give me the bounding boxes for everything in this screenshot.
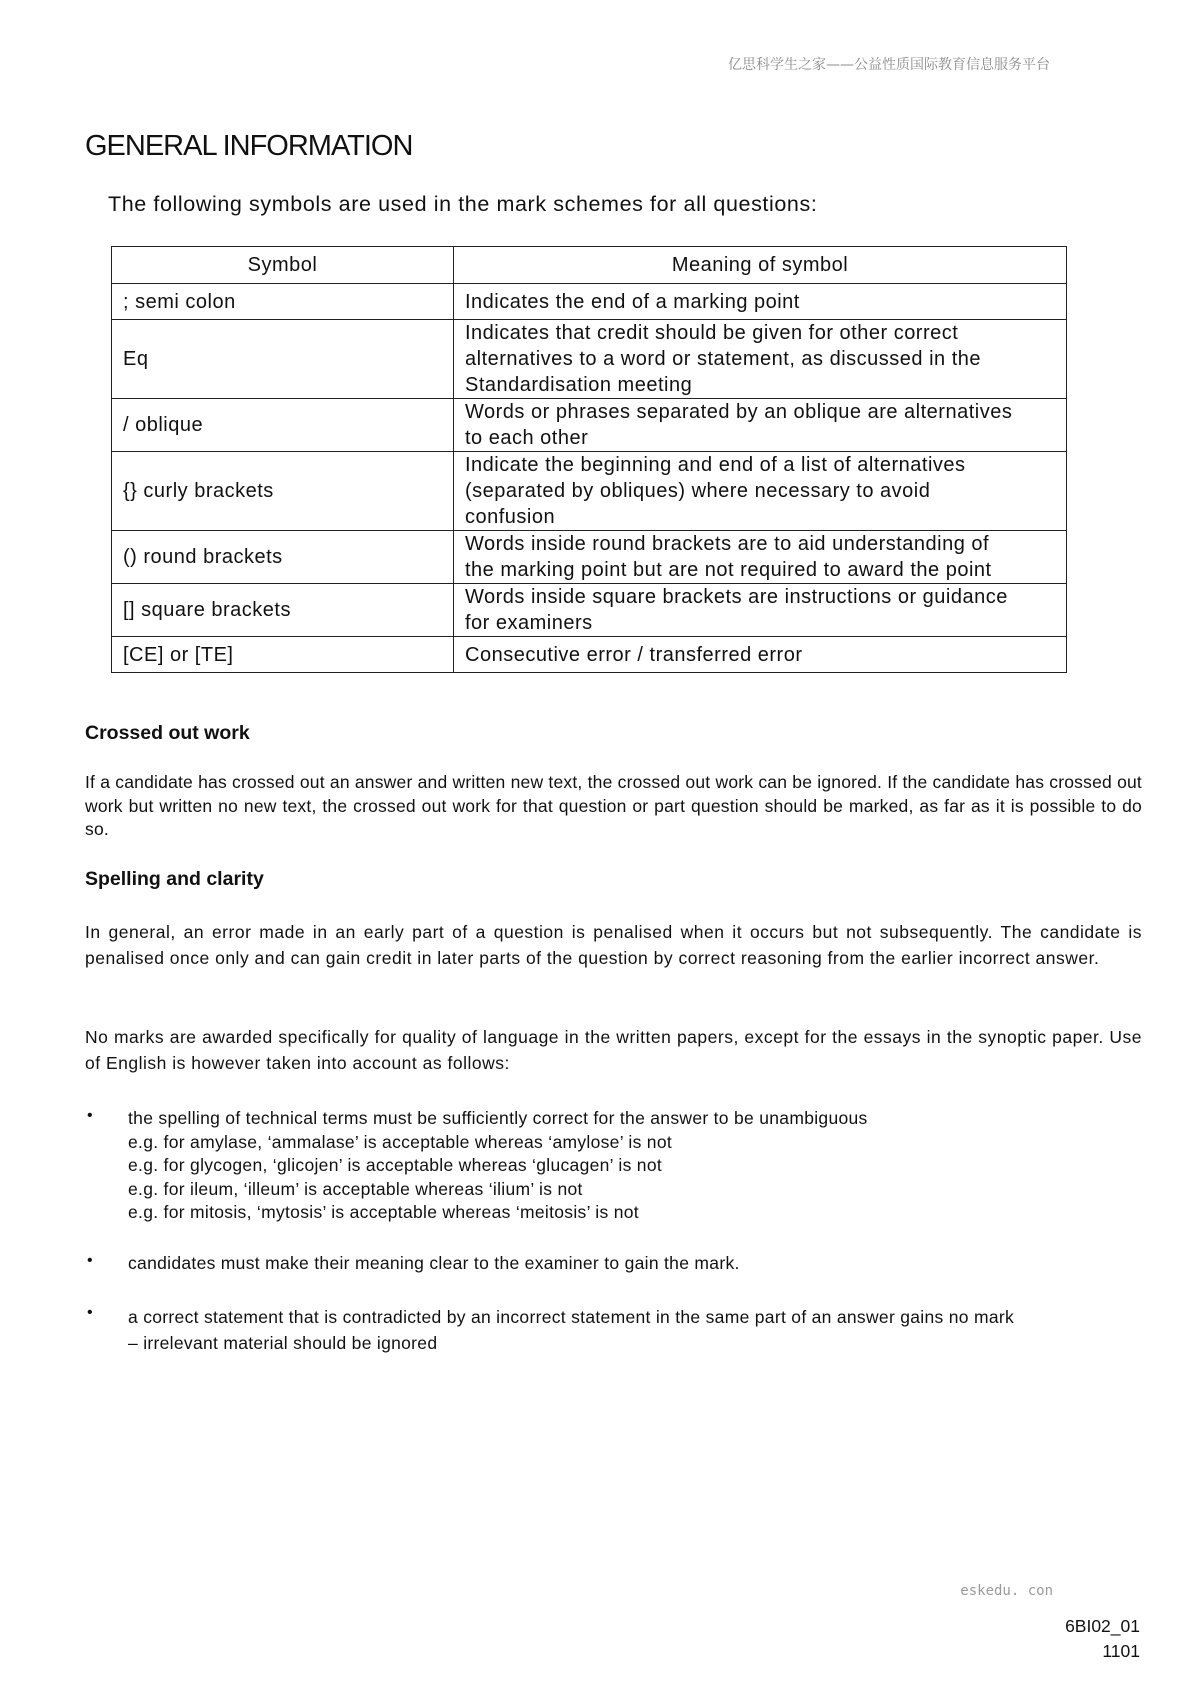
meaning-line: (separated by obliques) where necessary to avoid [465, 480, 931, 502]
table-row [112, 284, 1067, 320]
bullet-line: e.g. for mitosis, ‘mytosis’ is acceptable whereas ‘meitosis’ is not [128, 1202, 639, 1222]
table-header-row [112, 247, 1067, 284]
table-row [112, 637, 1067, 673]
meaning-line: alternatives to a word or statement, as discussed in the [465, 348, 982, 370]
meaning-cell [454, 320, 1067, 399]
meaning-cell [454, 452, 1067, 531]
symbol-cell: () round brackets [112, 531, 454, 584]
symbols-table [111, 246, 1067, 673]
meaning-line: for examiners [465, 612, 593, 634]
table-row [112, 452, 1067, 531]
meaning-line: to each other [465, 427, 589, 449]
list-item [85, 1304, 1165, 1356]
symbol-cell: / oblique [112, 399, 454, 452]
bullet-line: e.g. for ileum, ‘illeum’ is acceptable whereas ‘ilium’ is not [128, 1178, 583, 1199]
paper-code: 6BI02_01 [1065, 1616, 1140, 1636]
list-item [85, 1107, 1165, 1225]
meaning-cell [454, 531, 1067, 584]
crossed-out-heading: Crossed out work [85, 722, 250, 744]
meaning-line: Consecutive error / transferred error [465, 643, 803, 666]
spelling-paragraph-1: In general, an error made in an early part of a question is penalised when it occurs but not subsequently. The candidate is penalised once only and can gain credit in later parts of the question by correct reasoning from the earlier incorrect answer. [85, 922, 1142, 968]
spelling-bullet-list [85, 1107, 1165, 1356]
bullet-icon: • [87, 1304, 93, 1321]
meaning-line: Indicates the end of a marking point [465, 290, 800, 313]
table-row [112, 584, 1067, 637]
symbol-cell: [CE] or [TE] [112, 637, 454, 673]
table-row [112, 399, 1067, 452]
symbol-cell: ; semi colon [112, 284, 454, 320]
list-item [85, 1252, 1165, 1276]
header-watermark: 亿思科学生之家——公益性质国际教育信息服务平台 [728, 57, 1050, 73]
spelling-heading: Spelling and clarity [85, 868, 264, 890]
meaning-line: Words or phrases separated by an oblique are alternatives [465, 401, 1013, 423]
column-header-symbol: Symbol [112, 247, 454, 284]
meaning-line: the marking point but are not required to award the point [465, 559, 992, 581]
table-row [112, 531, 1067, 584]
meaning-line: Indicate the beginning and end of a list of alternatives [465, 454, 966, 476]
meaning-line: Words inside round brackets are to aid understanding of [465, 533, 990, 555]
bullet-icon: • [87, 1107, 93, 1124]
page-title: GENERAL INFORMATION [85, 130, 413, 162]
bullet-line: candidates must make their meaning clear to the examiner to gain the mark. [128, 1252, 740, 1273]
bullet-line: a correct statement that is contradicted by an incorrect statement in the same part of an answer gains no mark [128, 1307, 1015, 1327]
symbol-cell: Eq [112, 320, 454, 399]
symbol-cell: {} curly brackets [112, 452, 454, 531]
symbol-cell: [] square brackets [112, 584, 454, 637]
meaning-line: Words inside square brackets are instructions or guidance [465, 586, 1008, 608]
meaning-cell [454, 399, 1067, 452]
crossed-out-text: If a candidate has crossed out an answer and written new text, the crossed out work can be ignored. If the candidate has crossed out work but written no new text, the crossed out work for that question or part question should be marked, as far as it is possible to do so. [85, 772, 1142, 839]
meaning-cell [454, 284, 1067, 320]
bullet-line: e.g. for glycogen, ‘glicojen’ is acceptable whereas ‘glucagen’ is not [128, 1155, 663, 1175]
intro-text: The following symbols are used in the mark schemes for all questions: [108, 192, 818, 216]
meaning-line: confusion [465, 506, 556, 528]
bullet-line: the spelling of technical terms must be sufficiently correct for the answer to be unambiguous [128, 1108, 868, 1128]
spelling-paragraph-2: No marks are awarded specifically for quality of language in the written papers, except for the essays in the synoptic paper. Use of English is however taken into account as follows: [85, 1027, 1142, 1073]
bullet-icon: • [87, 1251, 93, 1269]
meaning-line: Indicates that credit should be given for other correct [465, 322, 959, 344]
meaning-cell [454, 584, 1067, 637]
meaning-line: Standardisation meeting [465, 374, 693, 396]
footer-watermark: eskedu. con [960, 1583, 1053, 1599]
meaning-cell [454, 637, 1067, 673]
bullet-line: e.g. for amylase, ‘ammalase’ is acceptable whereas ‘amylose’ is not [128, 1131, 673, 1152]
paper-date-code: 1101 [1102, 1641, 1140, 1661]
column-header-meaning: Meaning of symbol [454, 247, 1067, 284]
table-row [112, 320, 1067, 399]
bullet-line: – irrelevant material should be ignored [128, 1333, 438, 1353]
